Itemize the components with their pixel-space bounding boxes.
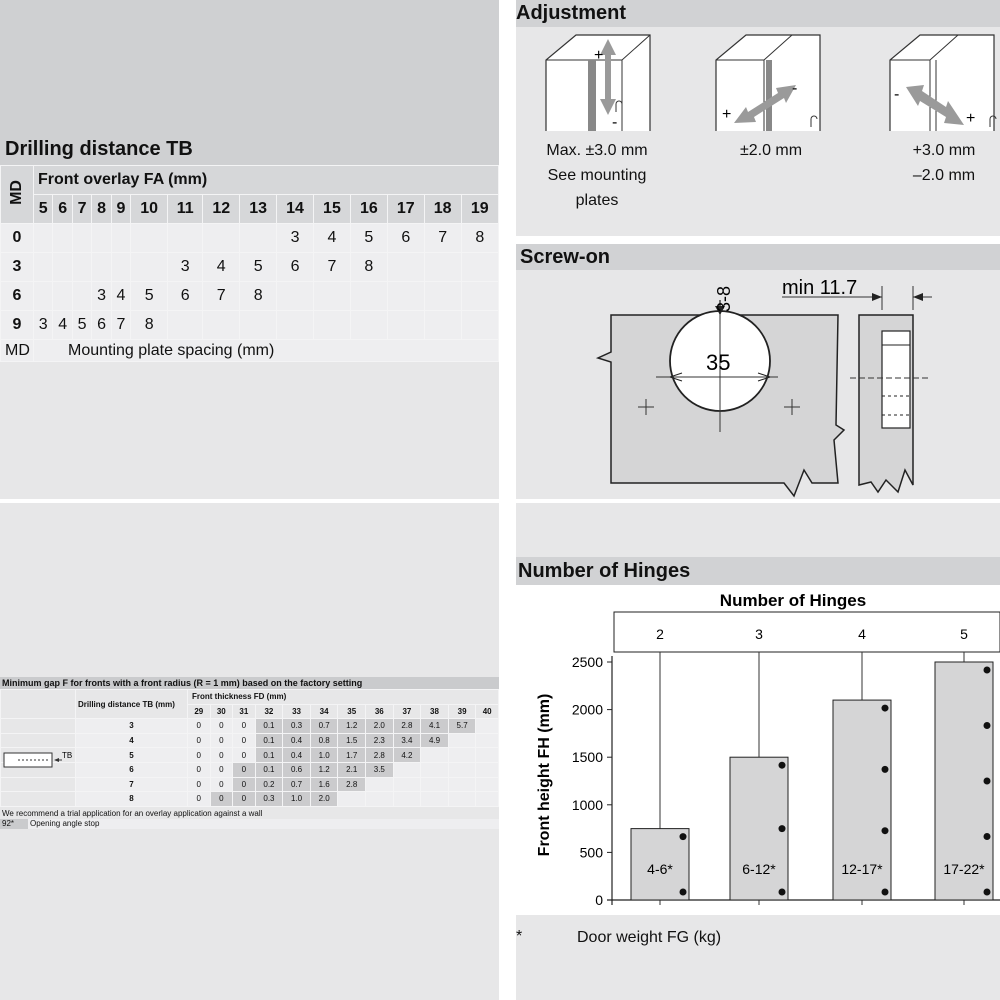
mounting-plate-spacing-cell: 7 [203, 282, 240, 311]
y-tick-label: 2000 [571, 701, 603, 718]
gap-tb-value: 7 [76, 777, 188, 792]
gap-row-blank [1, 792, 76, 807]
tb-profile-sketch [0, 749, 75, 775]
fa-column-15: 15 [314, 195, 351, 224]
mounting-plate-spacing-cell: 4 [203, 253, 240, 282]
mounting-plate-spacing-cell [203, 311, 240, 340]
mounting-plate-spacing-cell: 4 [53, 311, 72, 340]
gap-value-cell: 0.3 [255, 792, 283, 807]
mounting-plate-spacing-cell [131, 224, 168, 253]
gap-value-cell [421, 792, 449, 807]
door-weight-label: 6-12* [742, 861, 776, 877]
mounting-plate-spacing-cell [461, 311, 498, 340]
gap-value-cell [448, 777, 476, 792]
adjust-diagram-depth [890, 35, 996, 131]
gap-value-cell: 3.5 [366, 762, 394, 777]
drilling-row-md-9 [1, 311, 499, 340]
minimum-gap-panel [0, 503, 499, 1000]
gap-value-cell [393, 792, 421, 807]
adjust-label-2: ±2.0 mm [739, 142, 803, 159]
drilling-distance-panel [0, 0, 499, 499]
fd-column-34: 34 [310, 704, 338, 719]
gap-value-cell [476, 777, 499, 792]
drilling-body [1, 224, 499, 340]
gap-value-cell: 0.2 [255, 777, 283, 792]
gap-value-cell: 2.8 [393, 719, 421, 734]
mounting-plate-spacing-cell [111, 224, 130, 253]
hinge-dot [984, 778, 991, 785]
gap-value-cell: 0 [233, 777, 256, 792]
hinge-count-label: 5 [960, 626, 968, 642]
drilling-row-md-6 [1, 282, 499, 311]
gap-value-cell: 3.4 [393, 733, 421, 748]
door-weight-label: 17-22* [943, 861, 985, 877]
mounting-plate-spacing-cell: 6 [277, 253, 314, 282]
md-header-cell [1, 166, 34, 224]
adjust-diagram-horizontal [716, 35, 820, 131]
hinge-dot [680, 833, 687, 840]
gap-value-cell: 1.0 [310, 748, 338, 763]
mounting-plate-spacing-cell [53, 253, 72, 282]
mounting-plate-spacing-cell [92, 253, 111, 282]
gap-tb-value: 3 [76, 719, 188, 734]
hinge-dot [680, 889, 687, 896]
gap-table [0, 689, 499, 807]
mounting-plate-spacing-cell [277, 282, 314, 311]
adjust2-plus: + [722, 106, 732, 123]
y-tick-label: 2500 [571, 654, 603, 670]
fd-column-31: 31 [233, 704, 256, 719]
mounting-plate-spacing-cell [350, 311, 387, 340]
md-header: MD [8, 179, 25, 205]
adjustment-screwon-panel [516, 0, 1000, 499]
md-value: 6 [1, 282, 34, 311]
mounting-plate-spacing-cell [34, 282, 53, 311]
mounting-plate-spacing-cell [168, 311, 203, 340]
gap-value-cell: 0 [210, 719, 233, 734]
hinge-count-label: 3 [755, 626, 763, 642]
y-tick-label: 500 [579, 844, 603, 861]
adjustment-title-bar [516, 0, 1000, 27]
gap-value-cell [421, 762, 449, 777]
fd-column-36: 36 [366, 704, 394, 719]
hinges-chart [516, 585, 1000, 915]
mounting-plate-spacing-cell [387, 282, 424, 311]
mounting-plate-spacing-cell [461, 253, 498, 282]
gap-value-cell: 0 [210, 762, 233, 777]
hinge-dot [882, 827, 889, 834]
mounting-plate-spacing-cell [314, 311, 351, 340]
gap-value-cell: 2.1 [338, 762, 366, 777]
gap-value-cell: 1.6 [310, 777, 338, 792]
hinge-count-label: 2 [656, 626, 664, 642]
gap-value-cell: 5.7 [448, 719, 476, 734]
fa-column-5: 5 [34, 195, 53, 224]
dim-min: min 11.7 [782, 277, 858, 299]
gap-value-cell: 0 [210, 792, 233, 807]
drilling-column-headers [1, 195, 499, 224]
fa-column-9: 9 [111, 195, 130, 224]
footer-mounting-plate-spacing: Mounting plate spacing (mm) [34, 340, 499, 362]
mounting-plate-spacing-cell: 3 [277, 224, 314, 253]
gap-value-cell: 2.0 [310, 792, 338, 807]
mounting-plate-spacing-cell: 5 [72, 311, 91, 340]
mounting-plate-spacing-cell: 6 [92, 311, 111, 340]
drilling-title-bar [0, 0, 499, 165]
mounting-plate-spacing-cell [72, 253, 91, 282]
mounting-plate-spacing-cell [240, 311, 277, 340]
gap-value-cell: 0.4 [283, 733, 311, 748]
screwon-title-bar [516, 244, 1000, 270]
gap-value-cell: 0.1 [255, 719, 283, 734]
gap-value-cell [393, 777, 421, 792]
gap-value-cell: 0.6 [283, 762, 311, 777]
drilling-title: Drilling distance TB [5, 138, 193, 160]
fd-column-39: 39 [448, 704, 476, 719]
mounting-plate-spacing-cell [53, 224, 72, 253]
gap-value-cell [476, 733, 499, 748]
adjustment-diagrams [516, 27, 1000, 135]
fd-column-35: 35 [338, 704, 366, 719]
gap-value-cell: 0 [188, 748, 211, 763]
fa-column-13: 13 [240, 195, 277, 224]
mounting-plate-spacing-cell: 8 [461, 224, 498, 253]
door-weight-label: 4-6* [647, 861, 673, 877]
hinge-dot [779, 889, 786, 896]
mounting-plate-spacing-cell: 8 [350, 253, 387, 282]
mounting-plate-spacing-cell: 3 [168, 253, 203, 282]
gap-value-cell: 0 [233, 748, 256, 763]
fd-column-38: 38 [421, 704, 449, 719]
gap-value-cell: 0 [233, 733, 256, 748]
mounting-plate-spacing-cell: 7 [111, 311, 130, 340]
mounting-plate-spacing-cell [72, 224, 91, 253]
gap-value-cell: 0 [233, 762, 256, 777]
mounting-plate-spacing-cell [111, 253, 130, 282]
fa-column-14: 14 [277, 195, 314, 224]
gap-tb-value: 6 [76, 762, 188, 777]
gap-row-blank [1, 777, 76, 792]
mounting-plate-spacing-cell [72, 282, 91, 311]
md-value: 0 [1, 224, 34, 253]
hinge-dot [779, 825, 786, 832]
gap-tb-header: Drilling distance TB (mm) [76, 690, 188, 719]
mounting-plate-spacing-cell: 8 [131, 311, 168, 340]
mounting-plate-spacing-cell: 4 [111, 282, 130, 311]
mounting-plate-spacing-cell: 5 [350, 224, 387, 253]
gap-value-cell [476, 762, 499, 777]
gap-value-cell: 0 [233, 719, 256, 734]
adjust1-minus: - [612, 114, 618, 131]
gap-value-cell: 1.2 [338, 719, 366, 734]
gap-value-cell [366, 777, 394, 792]
hinge-count-label: 4 [858, 626, 866, 642]
gap-value-cell [476, 792, 499, 807]
number-of-hinges-panel [516, 503, 1000, 1000]
gap-value-cell [338, 792, 366, 807]
hinge-dot [882, 889, 889, 896]
hinge-dot [984, 667, 991, 674]
gap-value-cell: 0.7 [310, 719, 338, 734]
gap-value-cell: 0.7 [283, 777, 311, 792]
door-weight-label: 12-17* [841, 861, 883, 877]
fd-column-33: 33 [283, 704, 311, 719]
mounting-plate-spacing-cell [34, 224, 53, 253]
adjust-label-3: +3.0 mm –2.0 mm [912, 142, 976, 184]
fa-column-6: 6 [53, 195, 72, 224]
fa-column-19: 19 [461, 195, 498, 224]
gap-tb-value: 4 [76, 733, 188, 748]
mounting-plate-spacing-cell [277, 311, 314, 340]
gap-value-cell: 0.8 [310, 733, 338, 748]
gap-value-cell [448, 792, 476, 807]
adjust3-minus: - [894, 86, 900, 103]
hinge-dot [984, 833, 991, 840]
gap-value-cell: 4.2 [393, 748, 421, 763]
gap-fd-header: Front thickness FD (mm) [188, 690, 499, 705]
mounting-plate-spacing-cell: 6 [168, 282, 203, 311]
drilling-row-md-0 [1, 224, 499, 253]
adjust2-minus: - [792, 80, 798, 97]
gap-value-cell [393, 762, 421, 777]
gap-value-cell: 0.1 [255, 733, 283, 748]
mounting-plate-spacing-cell: 8 [240, 282, 277, 311]
mounting-plate-spacing-cell [387, 311, 424, 340]
gap-value-cell: 0 [188, 792, 211, 807]
hinges-title-bar [516, 557, 1000, 585]
gap-row-tb-7 [1, 777, 499, 792]
gap-value-cell: 0 [188, 719, 211, 734]
footer-md: MD [1, 340, 34, 362]
fa-column-11: 11 [168, 195, 203, 224]
gap-value-cell: 2.8 [338, 777, 366, 792]
mounting-plate-spacing-cell [203, 224, 240, 253]
adjust-label-1: Max. ±3.0 mm See mounting plates [546, 142, 648, 209]
gap-value-cell [421, 777, 449, 792]
fd-column-32: 32 [255, 704, 283, 719]
dim-3-8: 3-8 [714, 285, 734, 312]
gap-value-cell: 0.3 [283, 719, 311, 734]
front-overlay-header: Front overlay FA (mm) [34, 166, 499, 195]
angle-code: 92* [0, 819, 28, 829]
gap-value-cell [366, 792, 394, 807]
mounting-plate-spacing-cell: 5 [131, 282, 168, 311]
diameter-label: 35 [706, 350, 731, 375]
gap-value-cell: 0 [188, 777, 211, 792]
gap-value-cell: 0 [210, 777, 233, 792]
gap-row-blank [1, 719, 76, 734]
gap-value-cell: 0.1 [255, 762, 283, 777]
gap-value-cell [448, 733, 476, 748]
gap-row-tb-6 [1, 762, 499, 777]
gap-blank-cell [1, 690, 76, 719]
mounting-plate-spacing-cell [240, 224, 277, 253]
mounting-plate-spacing-cell [53, 282, 72, 311]
gap-value-cell: 0.1 [255, 748, 283, 763]
gap-value-cell [476, 748, 499, 763]
gap-row-tb-3 [1, 719, 499, 734]
fa-column-16: 16 [350, 195, 387, 224]
adjust1-plus: + [594, 47, 604, 64]
gap-value-cell: 1.5 [338, 733, 366, 748]
hinge-dot [984, 889, 991, 896]
mounting-plate-spacing-cell: 3 [34, 311, 53, 340]
mounting-plate-spacing-cell: 6 [387, 224, 424, 253]
mounting-plate-spacing-cell: 3 [92, 282, 111, 311]
fa-column-17: 17 [387, 195, 424, 224]
fd-column-29: 29 [188, 704, 211, 719]
gap-value-cell: 2.3 [366, 733, 394, 748]
mounting-plate-spacing-cell [387, 253, 424, 282]
mounting-plate-spacing-cell [424, 282, 461, 311]
tb-sketch-label: TB [62, 751, 73, 760]
gap-value-cell [448, 762, 476, 777]
fa-column-12: 12 [203, 195, 240, 224]
adjust-diagram-vertical [546, 35, 650, 131]
gap-tb-value: 5 [76, 748, 188, 763]
gap-value-cell [421, 748, 449, 763]
fa-column-18: 18 [424, 195, 461, 224]
mounting-plate-spacing-cell [424, 311, 461, 340]
mounting-plate-spacing-cell [461, 282, 498, 311]
y-tick-label: 0 [595, 892, 603, 908]
gap-value-cell: 4.1 [421, 719, 449, 734]
gap-value-cell: 4.9 [421, 733, 449, 748]
fd-column-40: 40 [476, 704, 499, 719]
y-tick-label: 1000 [571, 796, 603, 813]
gap-value-cell: 1.0 [283, 792, 311, 807]
mounting-plate-spacing-cell: 7 [424, 224, 461, 253]
footnote-mark: * [516, 928, 523, 945]
drilling-table [0, 165, 499, 362]
fd-column-30: 30 [210, 704, 233, 719]
adjust3-plus: + [966, 110, 976, 127]
gap-row-tb-4 [1, 733, 499, 748]
mounting-plate-spacing-cell: 5 [240, 253, 277, 282]
screwon-diagram [516, 270, 1000, 499]
hinge-dot [882, 766, 889, 773]
angle-text: Opening angle stop [30, 819, 100, 828]
screwon-title: Screw-on [520, 246, 611, 268]
md-value: 9 [1, 311, 34, 340]
gap-value-cell: 0 [210, 748, 233, 763]
mounting-plate-spacing-cell [92, 224, 111, 253]
mounting-plate-spacing-cell [350, 282, 387, 311]
fa-column-10: 10 [131, 195, 168, 224]
gap-tb-value: 8 [76, 792, 188, 807]
gap-value-cell: 0 [188, 762, 211, 777]
gap-row-blank [1, 733, 76, 748]
gap-value-cell: 0.4 [283, 748, 311, 763]
gap-title: Minimum gap F for fronts with a front radius (R = 1 mm) based on the factory setting [0, 677, 499, 689]
gap-body [1, 719, 499, 807]
drilling-row-md-3 [1, 253, 499, 282]
fd-column-37: 37 [393, 704, 421, 719]
gap-value-cell: 1.2 [310, 762, 338, 777]
hinge-dot [882, 705, 889, 712]
y-axis-label: Front height FH (mm) [536, 693, 553, 857]
gap-value-cell: 1.7 [338, 748, 366, 763]
mounting-plate-spacing-cell [314, 282, 351, 311]
chart-title: Number of Hinges [719, 591, 867, 610]
mounting-plate-spacing-cell [424, 253, 461, 282]
hinge-dot [779, 762, 786, 769]
adjust-separator [516, 236, 1000, 244]
footnote-text: Door weight FG (kg) [577, 929, 722, 946]
gap-note: We recommend a trial application for an overlay application against a wall [2, 809, 263, 818]
angle-row [0, 819, 499, 829]
gap-value-cell [476, 719, 499, 734]
gap-value-cell: 2.8 [366, 748, 394, 763]
adjustment-title: Adjustment [516, 2, 626, 24]
md-value: 3 [1, 253, 34, 282]
mounting-plate-spacing-cell [131, 253, 168, 282]
gap-value-cell [448, 748, 476, 763]
gap-value-cell: 0 [233, 792, 256, 807]
hinges-section-title: Number of Hinges [518, 560, 691, 582]
mounting-plate-spacing-cell [168, 224, 203, 253]
gap-value-cell: 0 [188, 733, 211, 748]
gap-row-tb-8 [1, 792, 499, 807]
gap-value-cell: 2.0 [366, 719, 394, 734]
gap-row-tb-5 [1, 748, 499, 763]
fa-column-8: 8 [92, 195, 111, 224]
hinge-dot [984, 722, 991, 729]
y-tick-label: 1500 [571, 749, 603, 766]
mounting-plate-spacing-cell: 7 [314, 253, 351, 282]
mounting-plate-spacing-cell: 4 [314, 224, 351, 253]
gap-value-cell: 0 [210, 733, 233, 748]
mounting-plate-spacing-cell [34, 253, 53, 282]
fa-column-7: 7 [72, 195, 91, 224]
